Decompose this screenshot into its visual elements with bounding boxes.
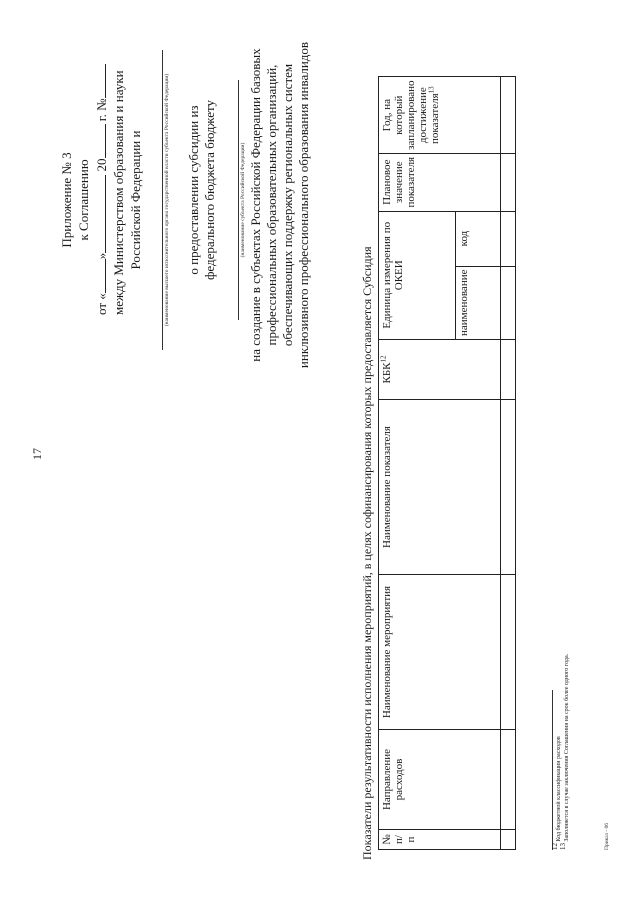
parties-line [110, 70, 127, 315]
subsidy-text: о предоставлении субсидии из федерального бюджета бюджету [186, 100, 217, 281]
col-planned-header: Плановое значение показателя [379, 153, 501, 211]
date-prefix: от « [94, 293, 109, 315]
year-prefix: 20 [94, 158, 109, 172]
col-unit-code-header: код [456, 211, 501, 266]
ministry-name-cont: Российской Федерации и [128, 130, 143, 270]
agreement-reference: к Соглашению [76, 159, 91, 241]
col-kbk-header [379, 340, 501, 400]
col-direction-header: Направление расходов [379, 730, 501, 830]
purpose-text: на создание в субъектах Российской Федерации базовых профессиональных образовательных организаций, обеспечивающих поддержку региональных систем инклюзивного профессионального образования инвалидов [248, 41, 311, 369]
indicators-table [378, 76, 516, 850]
table-header-row [379, 77, 456, 850]
col-unit-header: Единица измерения по ОКЕИ [379, 211, 456, 339]
ministry-name: Министерством образования и науки [111, 70, 126, 276]
col-indicator-header: Наименование показателя [379, 400, 501, 575]
footnote-12: $^{12}$ Код бюджетной классификации расходов [551, 736, 562, 850]
agreement-date-line [92, 85, 110, 315]
year-footnote-mark: 13 [427, 86, 436, 94]
col-num-header: № п/п [379, 830, 501, 850]
year-label: Год, на который запланировано достижение показателя [381, 80, 441, 150]
page-number: 17 [30, 448, 44, 460]
subject-caption: (наименование субъекта Российской Федерации) [238, 80, 247, 320]
table-cell [501, 77, 516, 153]
table-cell [501, 340, 516, 400]
day-blank [92, 259, 106, 293]
footnotes [552, 450, 571, 850]
table-cell [501, 730, 516, 830]
table-cell [501, 830, 516, 850]
footnote-13: $^{13}$ Заполняется в случае заключения Соглашения на срок более одного года. [559, 653, 570, 850]
kbk-footnote-mark: 12 [379, 355, 388, 363]
month-blank [92, 175, 106, 253]
table-cell [501, 266, 516, 339]
date-mid: » [94, 252, 109, 260]
between-label: между [111, 278, 126, 315]
table-cell [501, 575, 516, 730]
appendix-title: Приложение № 3 [59, 152, 74, 248]
col-unit-name-header: наименование [456, 266, 501, 339]
table-cell [501, 400, 516, 575]
table-cell [501, 211, 516, 266]
order-stamp: Приказ - 06 [604, 823, 610, 850]
col-event-header: Наименование мероприятия [379, 575, 501, 730]
table-cell [501, 153, 516, 211]
kbk-label: КБК [381, 362, 393, 384]
year-blank [92, 124, 106, 158]
agreement-header [58, 70, 144, 315]
year-suffix: г. № [94, 98, 109, 122]
table-row [501, 77, 516, 850]
footnote-divider [552, 690, 553, 850]
col-year-header [379, 77, 501, 153]
authority-caption: (наименование высшего исполнительного органа государственной власти субъекта Российской Федерации) [162, 50, 171, 350]
table-title: Показатели результативности исполнения мероприятий, в целях софинансирования которых предоставляется Субсидия [360, 246, 374, 860]
number-blank [92, 64, 106, 98]
